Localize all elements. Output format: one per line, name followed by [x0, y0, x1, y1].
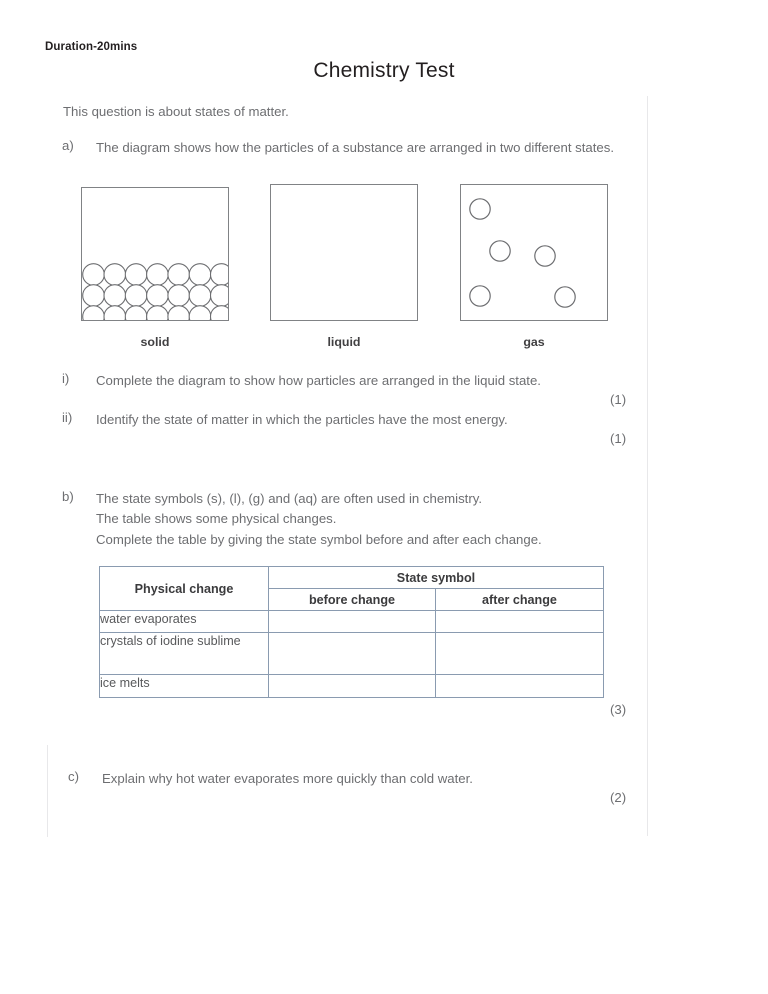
particle-box-label-gas: gas: [523, 335, 545, 349]
part-a-ii-marks: (1): [610, 431, 627, 446]
question-intro: This question is about states of matter.: [63, 104, 289, 119]
part-a-i-text: Complete the diagram to show how particles are arranged in the liquid state.: [96, 373, 541, 388]
table-header-row-top: [100, 567, 604, 589]
table-header-state-symbol: State symbol: [269, 567, 604, 589]
table-cell-physical-change: ice melts: [100, 675, 269, 698]
table-cell-before-change[interactable]: [269, 633, 436, 675]
part-b-line-2: The table shows some physical changes.: [96, 511, 337, 526]
page-rule-right: [647, 96, 648, 836]
state-symbol-table: [99, 566, 604, 698]
table-header-after-change: after change: [436, 589, 604, 611]
table-cell-after-change[interactable]: [436, 633, 604, 675]
particle-box-gas: [460, 184, 608, 321]
table-cell-physical-change: crystals of iodine sublime: [100, 633, 269, 675]
table-cell-before-change[interactable]: [269, 611, 436, 633]
particle-box-solid: [81, 187, 229, 321]
particle-box-liquid[interactable]: [270, 184, 418, 321]
part-a-ii-text: Identify the state of matter in which the particles have the most energy.: [96, 412, 508, 427]
part-c-text: Explain why hot water evaporates more quickly than cold water.: [102, 771, 473, 786]
gas-particles-svg: [461, 185, 607, 320]
table-cell-before-change[interactable]: [269, 675, 436, 698]
part-c-marks: (2): [610, 790, 627, 805]
page-title: Chemistry Test: [313, 59, 455, 82]
part-a-ii-label: ii): [62, 410, 73, 425]
part-b-label: b): [62, 489, 74, 504]
part-a-i-marks: (1): [610, 392, 627, 407]
table-cell-physical-change: water evaporates: [100, 611, 269, 633]
duration-label: Duration-20mins: [45, 41, 138, 53]
particle-box-label-liquid: liquid: [327, 335, 361, 349]
table-cell-after-change[interactable]: [436, 611, 604, 633]
particle-box-label-solid: solid: [140, 335, 170, 349]
part-a-i-label: i): [62, 371, 70, 386]
table-cell-after-change[interactable]: [436, 675, 604, 698]
part-b-marks: (3): [610, 702, 627, 717]
table-header-before-change: before change: [269, 589, 436, 611]
part-a-text: The diagram shows how the particles of a substance are arranged in two different states.: [96, 140, 615, 155]
table-header-physical-change: Physical change: [100, 567, 269, 611]
table-row: [100, 611, 604, 633]
page-rule-left: [47, 745, 48, 837]
part-b-line-1: The state symbols (s), (l), (g) and (aq) are often used in chemistry.: [96, 491, 482, 506]
table-row: [100, 633, 604, 675]
table-row: [100, 675, 604, 698]
part-b-line-3: Complete the table by giving the state symbol before and after each change.: [96, 532, 542, 547]
part-a-label: a): [62, 138, 74, 153]
part-c-label: c): [68, 769, 79, 784]
solid-particles-svg: [82, 188, 228, 320]
